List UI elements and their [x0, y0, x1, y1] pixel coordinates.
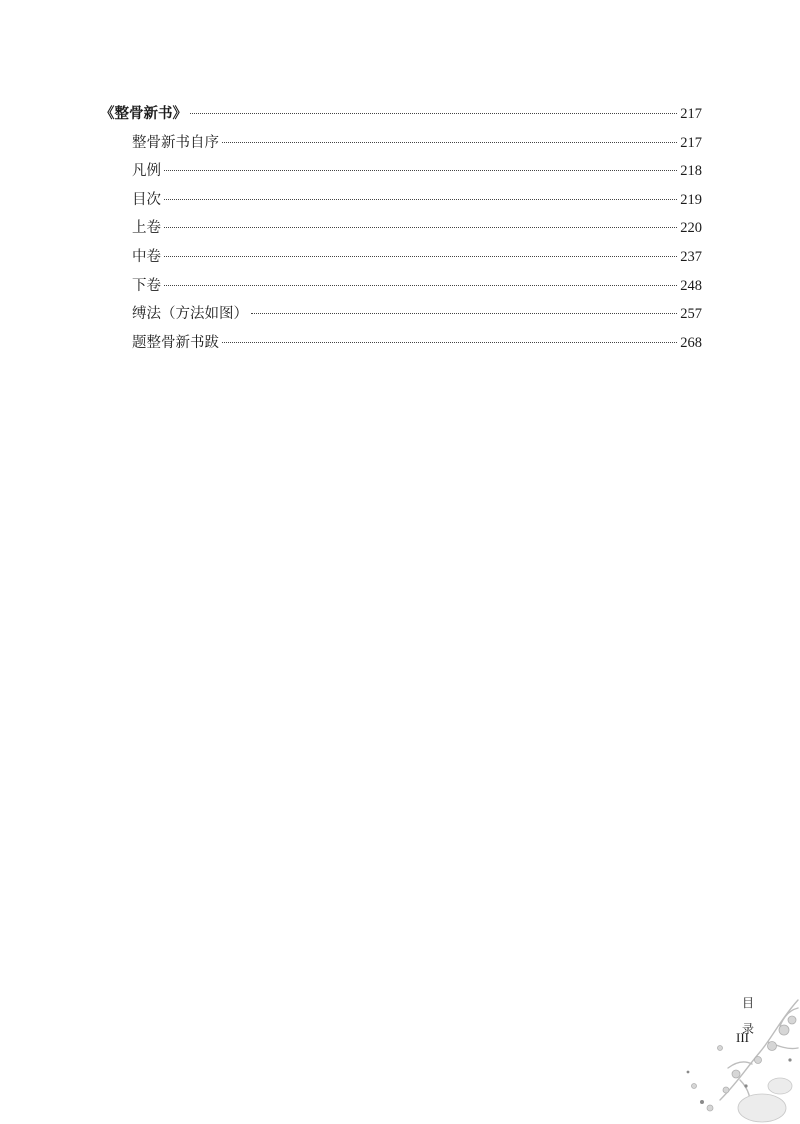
toc-entry-page: 257: [680, 306, 702, 323]
toc-leader-dots: [222, 142, 677, 143]
toc-entry-title: 缚法（方法如图）: [132, 306, 248, 323]
toc-entry[interactable]: [100, 300, 702, 329]
toc-entry-page: 248: [680, 277, 702, 294]
toc-entry-title: 目次: [132, 191, 161, 208]
toc-leader-dots: [164, 227, 677, 228]
toc-entry-title: 整骨新书自序: [132, 134, 219, 151]
toc-entry-page: 217: [680, 106, 702, 122]
toc-entry-title: 题整骨新书跋: [132, 334, 219, 351]
toc-leader-dots: [222, 342, 677, 343]
corner-decoration: [680, 990, 800, 1124]
toc-leader-dots: [164, 199, 677, 200]
table-of-contents: [100, 100, 702, 357]
toc-entry[interactable]: [100, 272, 702, 301]
toc-leader-dots: [251, 313, 677, 314]
toc-entry-page: 237: [680, 248, 702, 265]
page-number: III: [736, 1030, 749, 1045]
section-label-char-1: 目: [742, 996, 755, 1010]
toc-leader-dots: [164, 170, 677, 171]
toc-leader-dots: [164, 256, 677, 257]
toc-entry[interactable]: [100, 100, 702, 129]
toc-entry-page: 220: [680, 220, 702, 237]
plum-blossom-branch-icon: [680, 990, 800, 1124]
section-label-char-2: 录: [742, 1022, 755, 1036]
toc-entry[interactable]: [100, 329, 702, 358]
toc-entry-title: 上卷: [132, 220, 161, 237]
toc-entry-page: 219: [680, 191, 702, 208]
toc-leader-dots: [190, 113, 677, 114]
toc-entry[interactable]: [100, 214, 702, 243]
toc-entry[interactable]: [100, 129, 702, 158]
toc-leader-dots: [164, 285, 677, 286]
toc-entry[interactable]: [100, 186, 702, 215]
toc-entry-page: 217: [680, 134, 702, 151]
toc-entry-title: 中卷: [132, 248, 161, 265]
toc-entry-title: 下卷: [132, 277, 161, 294]
toc-entry[interactable]: [100, 243, 702, 272]
toc-entry-title: 《整骨新书》: [100, 105, 187, 122]
toc-entry-title: 凡例: [132, 163, 161, 180]
toc-entry[interactable]: [100, 157, 702, 186]
toc-entry-page: 268: [680, 334, 702, 351]
toc-entry-page: 218: [680, 163, 702, 180]
